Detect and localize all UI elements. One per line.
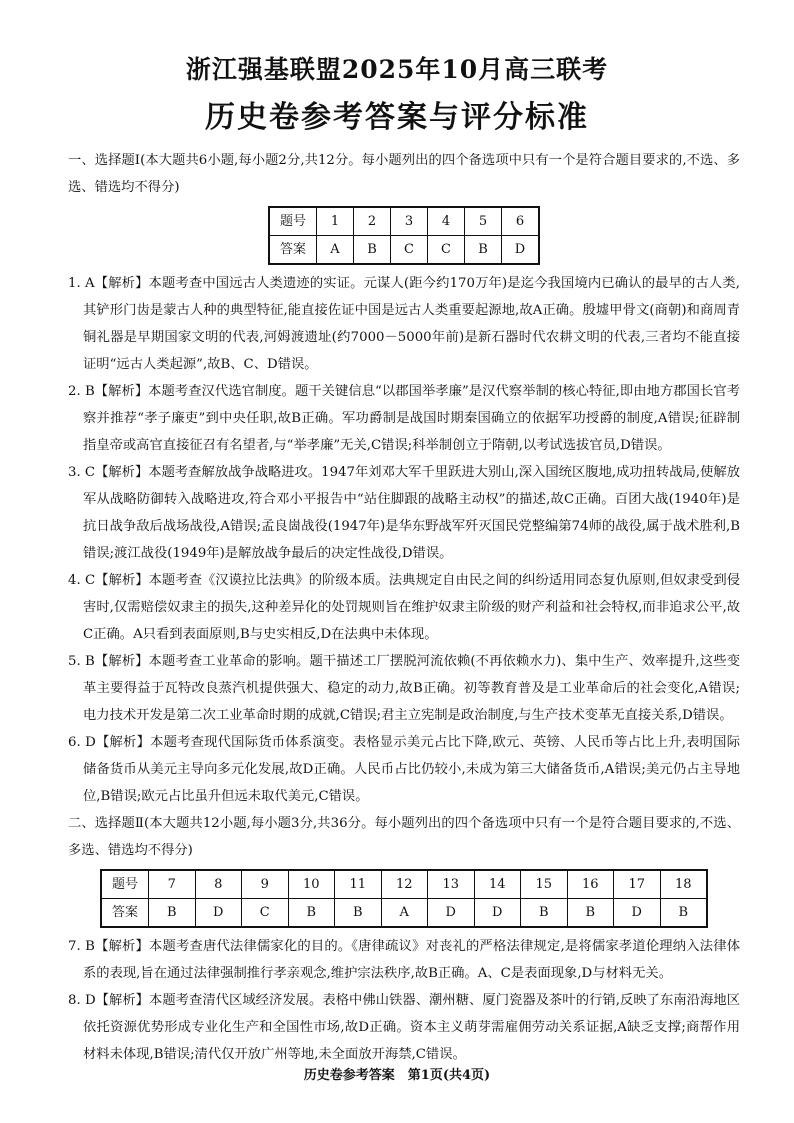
section1-intro: 一、选择题Ⅰ(本大题共6小题,每小题2分,共12分。每小题列出的四个备选项中只有一个是符合题目要求的,不选、多选、错选均不得分) <box>68 153 740 195</box>
row-label: 题号 <box>269 207 317 236</box>
answer-cell: D <box>614 899 661 928</box>
answer-cell: D <box>428 899 475 928</box>
answer-cell: B <box>465 236 502 265</box>
question-number: 13 <box>428 870 475 899</box>
page-footer: 历史卷参考答案 第1页(共4页) <box>303 1068 491 1083</box>
row-label: 答案 <box>101 899 149 928</box>
answer-cell: B <box>335 899 382 928</box>
answer-cell: B <box>288 899 335 928</box>
question-number: 18 <box>660 870 707 899</box>
answer-cell: A <box>317 236 354 265</box>
answer-cell: B <box>149 899 196 928</box>
answer-cell: B <box>567 899 614 928</box>
answer-table-2 <box>100 869 708 928</box>
question-number: 12 <box>381 870 428 899</box>
explanation-item: 8. D【解析】本题考查清代区域经济发展。表格中佛山铁器、潮州糖、厦门瓷器及茶叶的行销,反映了东南沿海地区依托资源优势形成专业化生产和全国性市场,故D正确。资本主义萌芽需雇佣劳动关系证据,A缺乏支撑;商帮作用材料未体现,B错误;清代仅开放广州等地,未全面放开海禁,C错误。 <box>68 993 740 1062</box>
explanation-item: 7. B【解析】本题考查唐代法律儒家化的目的。《唐律疏议》对丧礼的严格法律规定,是将儒家孝道伦理纳入法律体系的表现,旨在通过法律强制推行孝亲观念,维护宗法秩序,故B正确。A、C是表面现象,D与材料无关。 <box>68 939 740 981</box>
section2-intro: 二、选择题Ⅱ(本大题共12小题,每小题3分,共36分。每小题列出的四个备选项中只有一个是符合题目要求的,不选、多选、错选均不得分) <box>68 816 740 858</box>
explanation-item: 1. A【解析】本题考查中国远古人类遗迹的实证。元谋人(距今约170万年)是迄今我国境内已确认的最早的古人类,其铲形门齿是蒙古人种的典型特征,能直接佐证中国是远古人类重要起源地,故A正确。殷墟甲骨文(商朝)和商周青铜礼器是早期国家文明的代表,河姆渡遗址(约7000－5000年前)是新石器时代农耕文明的代表,三者均不能直接证明“远古人类起源”,故B、C、D错误。 <box>68 276 740 372</box>
question-number: 7 <box>149 870 196 899</box>
question-number: 8 <box>195 870 242 899</box>
question-number: 14 <box>474 870 521 899</box>
document-title: 浙江强基联盟2025年10月高三联考 <box>185 55 609 84</box>
question-number: 3 <box>391 207 428 236</box>
answer-cell: D <box>195 899 242 928</box>
table-row <box>101 870 707 899</box>
answer-cell: B <box>354 236 391 265</box>
question-number: 5 <box>465 207 502 236</box>
table-row <box>101 899 707 928</box>
table-row <box>269 207 539 236</box>
answer-cell: B <box>660 899 707 928</box>
question-number: 2 <box>354 207 391 236</box>
question-number: 6 <box>502 207 540 236</box>
document-subtitle: 历史卷参考答案与评分标准 <box>205 100 589 135</box>
answer-cell: D <box>502 236 540 265</box>
explanation-item: 4. C【解析】本题考查《汉谟拉比法典》的阶级本质。法典规定自由民之间的纠纷适用同态复仇原则,但奴隶受到侵害时,仅需赔偿奴隶主的损失,这种差异化的处罚规则旨在维护奴隶主阶级的财产利益和社会特权,而非追求公平,故C正确。A只看到表面原则,B与史实相反,D在法典中未体现。 <box>68 573 740 642</box>
explanation-item: 3. C【解析】本题考查解放战争战略进攻。1947年刘邓大军千里跃进大别山,深入国统区腹地,成功扭转战局,使解放军从战略防御转入战略进攻,符合邓小平报告中“站住脚跟的战略主动权”的描述,故C正确。百团大战(1940年)是抗日战争敌后战场战役,A错误;孟良崮战役(1947年)是华东野战军歼灭国民党整编第74师的战役,属于战术胜利,B错误;渡江战役(1949年)是解放战争最后的决定性战役,D错误。 <box>68 465 740 561</box>
answer-cell: A <box>381 899 428 928</box>
answer-cell: C <box>391 236 428 265</box>
question-number: 9 <box>242 870 289 899</box>
answer-cell: D <box>474 899 521 928</box>
explanation-item: 6. D【解析】本题考查现代国际货币体系演变。表格显示美元占比下降,欧元、英镑、人民币等占比上升,表明国际储备货币从美元主导向多元化发展,故D正确。人民币占比仍较小,未成为第三大储备货币,A错误;美元仍占主导地位,B错误;欧元占比虽升但远未取代美元,C错误。 <box>68 735 740 804</box>
question-number: 11 <box>335 870 382 899</box>
answer-cell: C <box>428 236 465 265</box>
explanation-item: 2. B【解析】本题考查汉代选官制度。题干关键信息“以郡国举孝廉”是汉代察举制的核心特征,即由地方郡国长官考察并推荐“孝子廉吏”到中央任职,故B正确。军功爵制是战国时期秦国确立的依据军功授爵的制度,A错误;征辟制指皇帝或高官直接征召有名望者,与“举孝廉”无关,C错误;科举制创立于隋朝,以考试选拔官员,D错误。 <box>68 384 740 453</box>
question-number: 16 <box>567 870 614 899</box>
row-label: 题号 <box>101 870 149 899</box>
question-number: 1 <box>317 207 354 236</box>
row-label: 答案 <box>269 236 317 265</box>
answer-cell: C <box>242 899 289 928</box>
answer-table-1 <box>268 206 540 265</box>
explanation-item: 5. B【解析】本题考查工业革命的影响。题干描述工厂摆脱河流依赖(不再依赖水力)、集中生产、效率提升,这些变革主要得益于瓦特改良蒸汽机提供强大、稳定的动力,故B正确。初等教育普及是工业革命后的社会变化,A错误;电力技术开发是第二次工业革命时期的成就,C错误;君主立宪制是政治制度,与生产技术变革无直接关系,D错误。 <box>68 654 740 723</box>
answer-cell: B <box>521 899 568 928</box>
table-row <box>269 236 539 265</box>
question-number: 10 <box>288 870 335 899</box>
question-number: 15 <box>521 870 568 899</box>
question-number: 17 <box>614 870 661 899</box>
question-number: 4 <box>428 207 465 236</box>
document-body <box>68 147 740 1068</box>
